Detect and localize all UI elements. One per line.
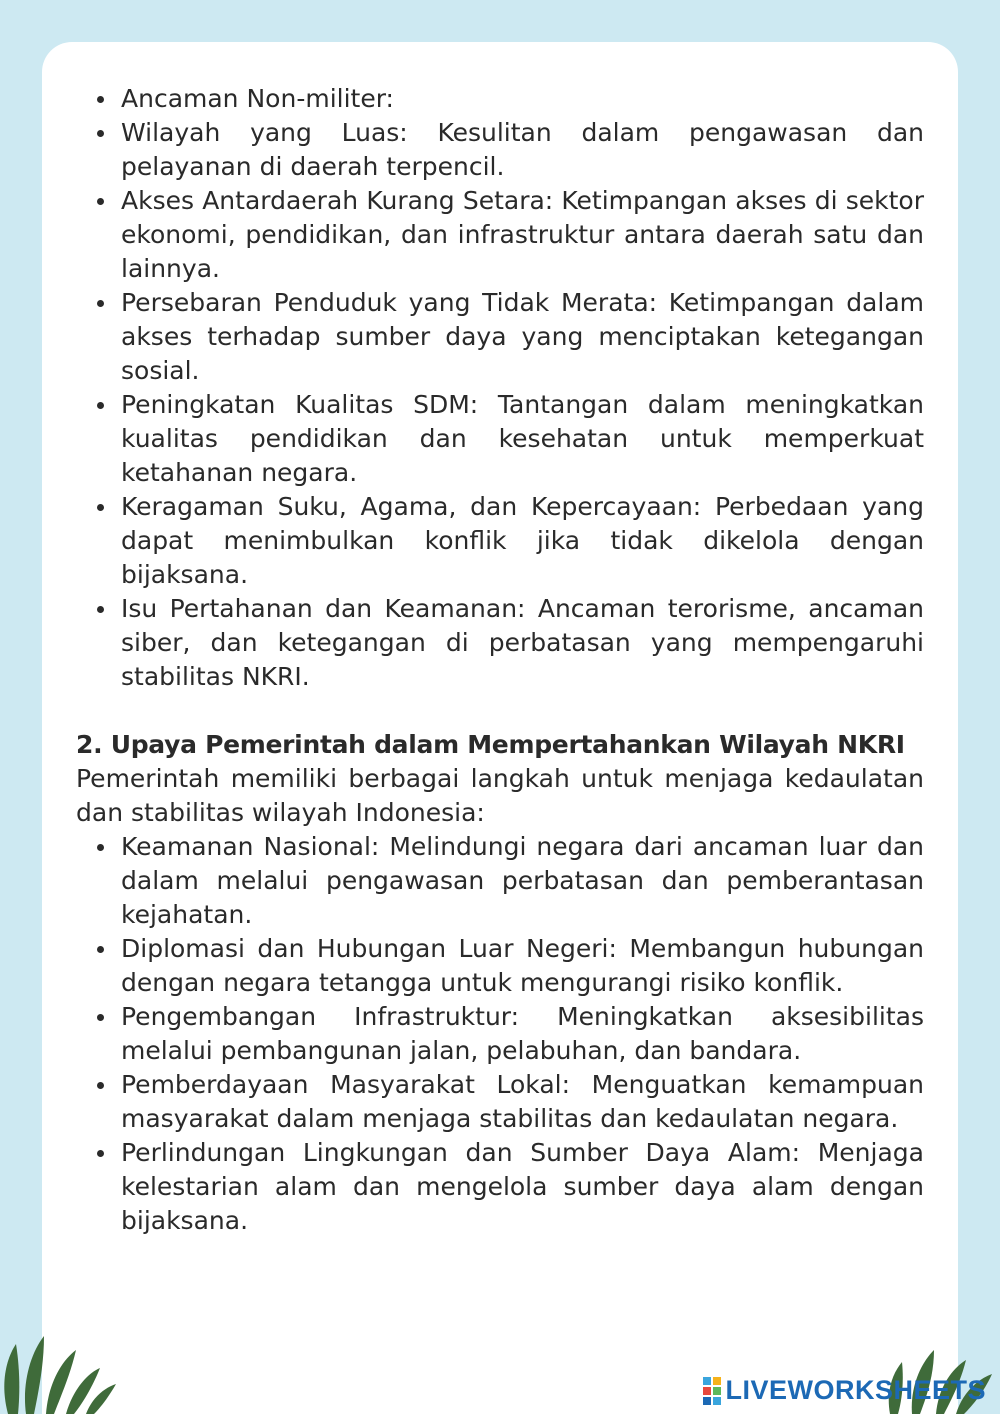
effort-list — [76, 830, 924, 1238]
list-item: Keamanan Nasional: Melindungi negara dari ancaman luar dan dalam melalui pengawasan perbatasan dan pemberantasan kejahatan. — [76, 830, 924, 932]
liveworksheets-logo-icon — [703, 1377, 721, 1405]
list-item: Isu Pertahanan dan Keamanan: Ancaman terorisme, ancaman siber, dan ketegangan di perbatasan yang mempengaruhi stabilitas NKRI. — [76, 592, 924, 694]
list-item: Ancaman Non-militer: — [76, 82, 924, 116]
section-heading: 2. Upaya Pemerintah dalam Mempertahankan Wilayah NKRI — [76, 730, 905, 759]
list-item: Perlindungan Lingkungan dan Sumber Daya Alam: Menjaga kelestarian alam dan mengelola sumber daya alam dengan bijaksana. — [76, 1136, 924, 1238]
section-intro: Pemerintah memiliki berbagai langkah untuk menjaga kedaulatan dan stabilitas wilayah Indonesia: — [76, 764, 924, 827]
document-content — [76, 82, 924, 1238]
list-item: Pengembangan Infrastruktur: Meningkatkan aksesibilitas melalui pembangunan jalan, pelabuhan, dan bandara. — [76, 1000, 924, 1068]
threat-list — [76, 82, 924, 694]
list-item: Akses Antardaerah Kurang Setara: Ketimpangan akses di sektor ekonomi, pendidikan, dan infrastruktur antara daerah satu dan lainnya. — [76, 184, 924, 286]
list-item: Persebaran Penduduk yang Tidak Merata: Ketimpangan dalam akses terhadap sumber daya yang menciptakan ketegangan sosial. — [76, 286, 924, 388]
leaf-decoration-left-icon — [0, 1314, 130, 1414]
list-item: Peningkatan Kualitas SDM: Tantangan dalam meningkatkan kualitas pendidikan dan kesehatan untuk memperkuat ketahanan negara. — [76, 388, 924, 490]
list-item: Pemberdayaan Masyarakat Lokal: Menguatkan kemampuan masyarakat dalam menjaga stabilitas dan kedaulatan negara. — [76, 1068, 924, 1136]
list-item: Diplomasi dan Hubungan Luar Negeri: Membangun hubungan dengan negara tetangga untuk mengurangi risiko konflik. — [76, 932, 924, 1000]
list-item: Wilayah yang Luas: Kesulitan dalam pengawasan dan pelayanan di daerah terpencil. — [76, 116, 924, 184]
watermark-text: LIVEWORKSHEETS — [725, 1375, 986, 1405]
liveworksheets-watermark — [703, 1375, 986, 1406]
list-item: Keragaman Suku, Agama, dan Kepercayaan: Perbedaan yang dapat menimbulkan konflik jika tidak dikelola dengan bijaksana. — [76, 490, 924, 592]
